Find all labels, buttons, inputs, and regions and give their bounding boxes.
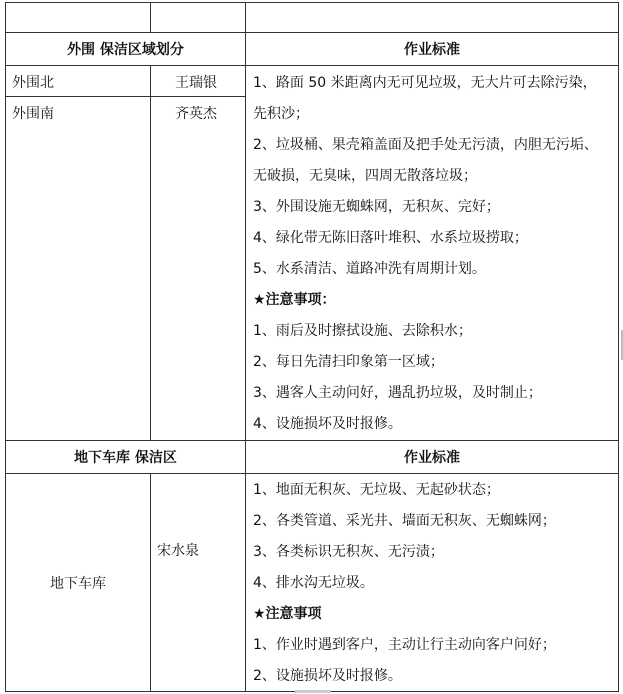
note-item: 2、设施损坏及时报修。 <box>253 668 402 684</box>
section2-standard-header: 作业标准 <box>245 440 619 474</box>
page-edge-mark <box>295 690 331 693</box>
notes-title: ★注意事项 <box>253 606 322 622</box>
standard-item: 5、水系清洁、道路冲洗有周期计划。 <box>253 261 486 277</box>
section2-standards-cell <box>245 473 619 692</box>
note-item: 3、遇客人主动问好，遇乱扔垃圾，及时制止； <box>253 385 542 401</box>
standard-item: 4、绿化带无陈旧落叶堆积、水系垃圾捞取； <box>253 230 528 246</box>
area-person-south: 齐英杰 <box>150 96 246 441</box>
area-name-south: 外围南 <box>5 96 151 441</box>
section1-area-header: 外围 保洁区域划分 <box>5 32 246 66</box>
empty-cell-1 <box>5 2 151 33</box>
area-person-garage: 宋水泉 <box>150 473 246 692</box>
area-person-north: 王瑞银 <box>150 65 246 97</box>
standard-item: 3、各类标识无积灰、无污渍； <box>253 544 444 560</box>
standard-item: 1、地面无积灰、无垃圾、无起砂状态； <box>253 482 500 498</box>
note-item: 1、作业时遇到客户，主动让行主动向客户问好； <box>253 637 556 653</box>
standard-item: 3、外围设施无蜘蛛网，无积灰、完好； <box>253 199 500 215</box>
section1-standards-cell <box>245 65 619 441</box>
standard-item: 4、排水沟无垃圾。 <box>253 575 374 591</box>
area-name-garage: 地下车库 <box>5 473 151 692</box>
note-item: 1、雨后及时擦拭设施、去除积水； <box>253 323 472 339</box>
standard-item: 1、路面 50 米距离内无可见垃圾，无大片可去除污染，先积沙； <box>253 75 597 122</box>
note-item: 2、每日先清扫印象第一区域； <box>253 354 444 370</box>
empty-cell-2 <box>150 2 246 33</box>
area-name-north: 外围北 <box>5 65 151 97</box>
section1-standard-header: 作业标准 <box>245 32 619 66</box>
standard-item: 2、各类管道、采光井、墙面无积灰、无蜘蛛网； <box>253 513 556 529</box>
note-item: 4、设施损坏及时报修。 <box>253 416 402 432</box>
empty-cell-3 <box>245 2 619 33</box>
standard-item: 2、垃圾桶、果壳箱盖面及把手处无污渍，内胆无污垢、无破损，无臭味，四周无散落垃圾； <box>253 137 598 184</box>
notes-title: ★注意事项： <box>253 292 336 308</box>
section2-area-header: 地下车库 保洁区 <box>5 440 246 474</box>
